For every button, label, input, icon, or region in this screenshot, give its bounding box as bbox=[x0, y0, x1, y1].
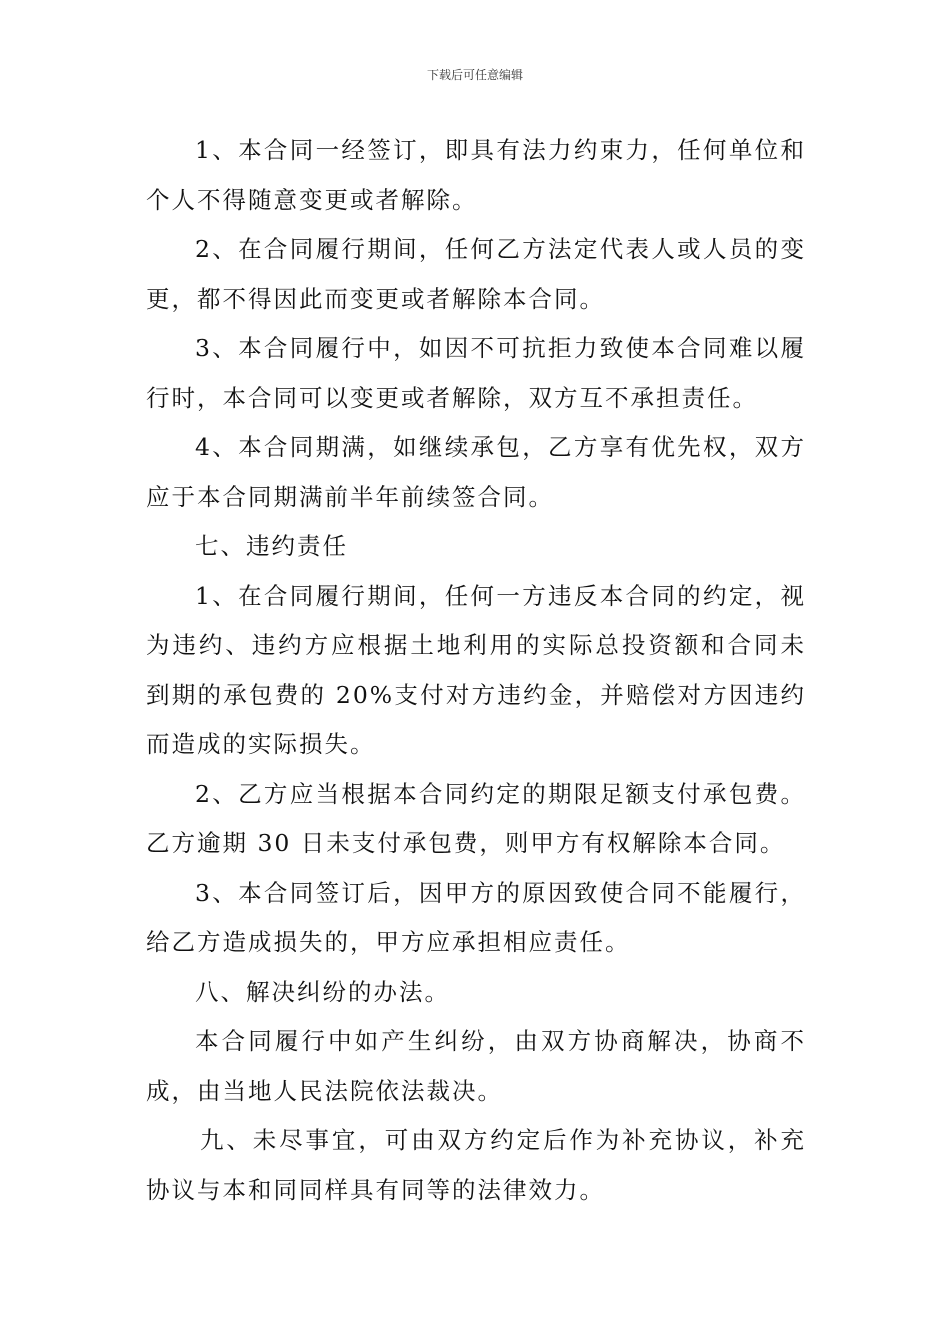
paragraph-clause-1: 1、本合同一经签订，即具有法力约束力，任何单位和个人不得随意变更或者解除。 bbox=[146, 136, 806, 214]
paragraph-clause-2: 2、在合同履行期间，任何乙方法定代表人或人员的变更，都不得因此而变更或者解除本合同。 bbox=[146, 235, 806, 313]
paragraph-clause-4: 4、本合同期满，如继续承包，乙方享有优先权，双方应于本合同期满前半年前续签合同。 bbox=[146, 433, 806, 511]
paragraph-liability-1: 1、在合同履行期间，任何一方违反本合同的约定，视为违约、违约方应根据土地利用的实际总投资额和合同未到期的承包费的 20%支付对方违约金，并赔偿对方因违约而造成的实际损失。 bbox=[146, 581, 806, 758]
page-header: 下载后可任意编辑 bbox=[426, 68, 523, 82]
paragraph-supplementary: 九、未尽事宜，可由双方约定后作为补充协议，补充协议与本和同同样具有同等的法律效力。 bbox=[146, 1126, 806, 1204]
paragraph-liability-2: 2、乙方应当根据本合同约定的期限足额支付承包费。乙方逾期 30 日未支付承包费，则甲方有权解除本合同。 bbox=[146, 779, 806, 857]
paragraph-liability-3: 3、本合同签订后，因甲方的原因致使合同不能履行，给乙方造成损失的，甲方应承担相应责任。 bbox=[146, 878, 806, 956]
document-body bbox=[146, 126, 806, 1215]
paragraph-clause-3: 3、本合同履行中，如因不可抗拒力致使本合同难以履行时，本合同可以变更或者解除，双方互不承担责任。 bbox=[146, 334, 806, 412]
section-heading-liability: 七、违约责任 bbox=[195, 532, 348, 560]
section-heading-disputes: 八、解决纠纷的办法。 bbox=[195, 977, 450, 1006]
paragraph-disputes: 本合同履行中如产生纠纷，由双方协商解决，协商不成，由当地人民法院依法裁决。 bbox=[146, 1027, 806, 1105]
